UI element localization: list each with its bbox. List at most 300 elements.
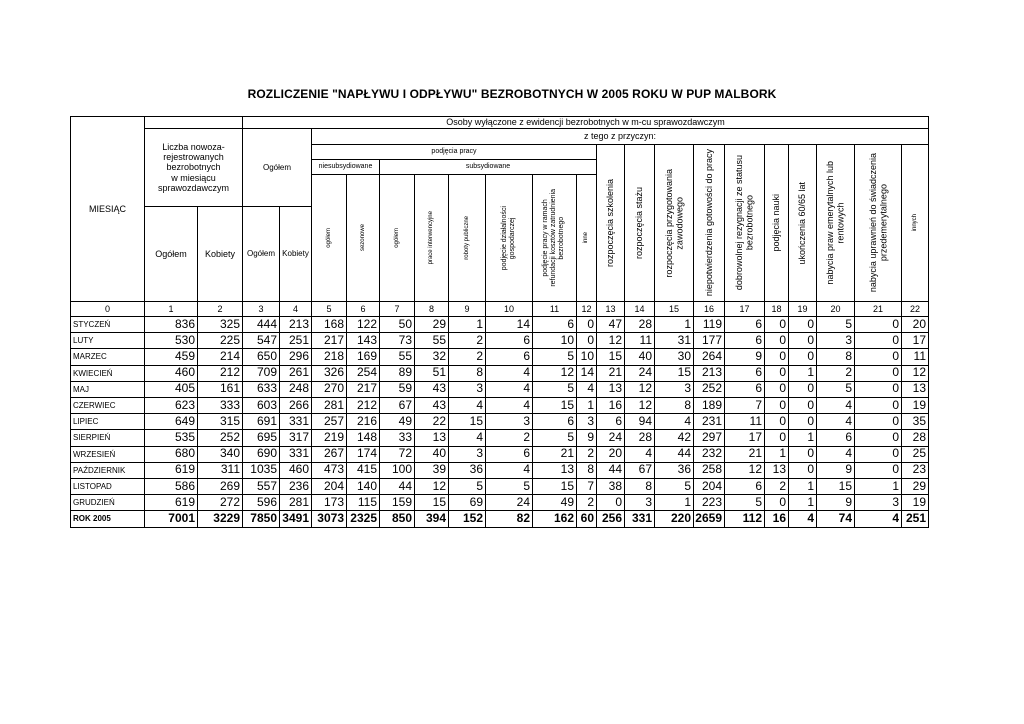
header-col-17-text: dobrowolnej rezygnacji ze statusu bezrobotnego — [734, 155, 755, 291]
header-col-7-text: ogółem — [393, 228, 400, 248]
table-row-cell-text: 252 — [701, 381, 722, 396]
table-row-cell-text: 1 — [807, 430, 814, 445]
table-row-cell — [485, 446, 533, 463]
table-row-cell — [901, 381, 929, 398]
header-col-20-text: nabycia praw emerytalnych lub rentowych — [825, 161, 846, 285]
table-row-cell-text: 15 — [677, 365, 691, 380]
table-row-cell — [242, 446, 280, 463]
table-row-cell — [654, 316, 694, 333]
table-row-cell — [854, 381, 902, 398]
header-col-19-text: ukończenia 60/65 lat — [797, 181, 808, 265]
total-row-cell-text: 4 — [892, 511, 899, 526]
table-row-cell-text: 6 — [523, 349, 530, 364]
table-row-cell-text: 3 — [476, 381, 483, 396]
table-row-cell — [576, 478, 597, 495]
table-row-cell — [724, 462, 765, 479]
table-row-cell — [901, 332, 929, 349]
table-row-cell — [414, 316, 449, 333]
table-row-month — [70, 413, 145, 430]
table-row-cell — [764, 462, 789, 479]
total-row-cell — [242, 510, 280, 527]
table-row-cell — [279, 316, 312, 333]
table-row-cell-text: 535 — [174, 430, 195, 445]
table-row-cell-text: 16 — [608, 397, 622, 412]
table-row-cell-text: 44 — [398, 478, 412, 493]
table-row-cell — [576, 462, 597, 479]
table-row-cell-text: 0 — [892, 462, 899, 477]
table-row-cell — [764, 348, 789, 365]
table-row-cell-text: 20 — [912, 316, 926, 331]
table-row-cell-text: 218 — [323, 349, 344, 364]
table-row-cell — [532, 446, 577, 463]
total-row-cell-text: 7850 — [250, 511, 277, 526]
table-row-cell — [197, 494, 243, 511]
table-row-cell-text: 3 — [892, 494, 899, 509]
table-row-cell-text: 5 — [567, 349, 574, 364]
table-row-cell — [448, 332, 486, 349]
table-row-cell-text: 115 — [357, 494, 377, 509]
table-row-cell-text: 0 — [807, 381, 814, 396]
header-z-tego-text: z tego z przyczyn: — [583, 131, 657, 142]
table-row-cell-text: 1 — [807, 365, 814, 380]
table-row-cell — [346, 429, 380, 446]
table-row-cell — [901, 316, 929, 333]
table-row-cell-text: 4 — [523, 462, 530, 477]
table-row-cell-text: 0 — [779, 316, 786, 331]
table-row-cell-text: 0 — [807, 446, 814, 461]
header-ogolem-group-text: Ogółem — [262, 162, 291, 172]
table-row-cell-text: 4 — [476, 430, 483, 445]
table-row-cell-text: 10 — [580, 349, 594, 364]
table-row-cell-text: 49 — [560, 494, 574, 509]
table-row-cell-text: 4 — [523, 381, 530, 396]
table-row-cell-text: 15 — [469, 413, 483, 428]
table-row-cell-text: 2 — [523, 430, 530, 445]
table-row-cell-text: 36 — [677, 462, 691, 477]
table-row-cell — [764, 494, 789, 511]
table-row-cell-text: 0 — [892, 381, 899, 396]
table-row-cell-text: 257 — [323, 413, 344, 428]
table-row-cell-text: 173 — [323, 494, 344, 509]
table-row-cell-text: 603 — [256, 397, 277, 412]
table-row-cell — [279, 446, 312, 463]
table-row-cell — [346, 478, 380, 495]
table-row-cell-text: 8 — [587, 462, 594, 477]
table-row-cell — [144, 494, 198, 511]
table-row-cell — [144, 429, 198, 446]
table-row-cell-text: 3 — [587, 413, 594, 428]
table-row-cell-text: 40 — [638, 349, 652, 364]
table-row-cell — [242, 348, 280, 365]
table-row-cell — [693, 365, 725, 382]
table-row-cell — [764, 478, 789, 495]
table-row-cell — [379, 446, 415, 463]
index-cell-5-text: 5 — [326, 303, 332, 314]
table-row-cell — [311, 381, 347, 398]
table-row-cell-text: 6 — [755, 332, 762, 347]
table-row-month-text: LUTY — [73, 336, 94, 346]
index-cell-0-text: 0 — [104, 303, 110, 314]
table-row-cell — [346, 462, 380, 479]
table-row-cell — [596, 381, 625, 398]
header-ogolem-kobiety-text: Kobiety — [282, 249, 309, 259]
header-col-8-text: prace interwencyjne — [428, 211, 435, 265]
table-row-cell — [596, 332, 625, 349]
header-col-11-text: podjęcie pracy w ramach refundacji kosztów zatrudnienia bezrobotnego — [542, 189, 566, 287]
table-row-cell-text: 29 — [432, 316, 446, 331]
table-row-cell-text: 4 — [523, 365, 530, 380]
table-row-cell-text: 9 — [755, 349, 762, 364]
table-row-cell — [379, 381, 415, 398]
table-row-cell-text: 174 — [356, 446, 377, 461]
table-row-month — [70, 397, 145, 414]
table-row-cell-text: 6 — [567, 316, 574, 331]
table-row-cell-text: 11 — [639, 332, 652, 347]
index-cell-21 — [854, 301, 902, 317]
index-cell-17-text: 17 — [739, 303, 750, 314]
table-row-cell-text: 12 — [432, 478, 446, 493]
table-row-cell — [854, 413, 902, 430]
table-row-cell-text: 0 — [779, 381, 786, 396]
table-row-cell-text: 8 — [476, 365, 483, 380]
table-row-cell-text: 14 — [580, 365, 594, 380]
table-row-cell — [901, 494, 929, 511]
table-row-month — [70, 316, 145, 333]
table-row-cell-text: 3 — [684, 381, 691, 396]
table-row-cell-text: 317 — [288, 430, 309, 445]
table-row-cell — [788, 348, 817, 365]
table-row-cell — [816, 397, 855, 414]
table-row-cell-text: 0 — [779, 349, 786, 364]
table-row-cell — [764, 381, 789, 398]
table-row-cell — [576, 332, 597, 349]
table-row-cell-text: 44 — [608, 462, 622, 477]
table-row-cell-text: 12 — [912, 365, 926, 380]
table-row-cell — [532, 462, 577, 479]
table-row-cell-text: 32 — [432, 349, 446, 364]
table-row-month-text: LIPIEC — [73, 417, 99, 427]
table-row-cell — [197, 446, 243, 463]
table-row-cell — [654, 462, 694, 479]
total-row-cell — [724, 510, 765, 527]
header-podjecia-text: podjęcia pracy — [431, 147, 477, 155]
index-cell-22-text: 22 — [909, 303, 920, 314]
table-row-cell — [242, 429, 280, 446]
table-row-cell — [346, 348, 380, 365]
header-col-13 — [596, 144, 625, 302]
table-row-cell — [379, 429, 415, 446]
table-row-cell-text: 169 — [356, 349, 377, 364]
table-row-cell-text: 619 — [174, 462, 195, 477]
table-row-cell — [346, 494, 380, 511]
table-row-cell — [654, 381, 694, 398]
table-row-cell-text: 6 — [615, 413, 622, 428]
table-row-cell-text: 28 — [638, 430, 652, 445]
table-row-cell — [279, 494, 312, 511]
table-row-cell-text: 13 — [608, 381, 622, 396]
index-cell-22 — [901, 301, 929, 317]
table-row-cell-text: 15 — [560, 397, 574, 412]
table-row-cell — [346, 381, 380, 398]
index-cell-15 — [654, 301, 694, 317]
table-row-cell-text: 13 — [560, 462, 574, 477]
table-row-cell — [764, 332, 789, 349]
table-row-cell-text: 204 — [701, 478, 722, 493]
table-row-cell-text: 6 — [755, 478, 762, 493]
index-cell-20-text: 20 — [830, 303, 841, 314]
table-row-cell — [624, 413, 655, 430]
total-row-cell — [901, 510, 929, 527]
table-row-cell-text: 24 — [608, 430, 622, 445]
table-row-cell — [624, 348, 655, 365]
table-row-cell-text: 212 — [219, 365, 240, 380]
table-row-cell-text: 2 — [845, 365, 852, 380]
table-row-cell-text: 23 — [912, 462, 926, 477]
header-liczba-ogolem-text: Ogółem — [155, 248, 187, 259]
table-row-cell-text: 12 — [748, 462, 762, 477]
table-row-cell — [448, 365, 486, 382]
table-row-cell — [414, 446, 449, 463]
table-row-cell-text: 28 — [638, 316, 652, 331]
header-niesub — [311, 159, 380, 175]
index-cell-5 — [311, 301, 347, 317]
table-row-cell — [379, 332, 415, 349]
table-row-cell-text: 311 — [220, 462, 240, 477]
table-row-cell — [724, 397, 765, 414]
table-row-cell-text: 7 — [755, 397, 762, 412]
table-row-cell-text: 72 — [398, 446, 412, 461]
table-row-cell-text: 405 — [174, 381, 195, 396]
table-row-cell — [144, 316, 198, 333]
table-row-cell-text: 0 — [779, 365, 786, 380]
table-row-cell-text: 326 — [323, 365, 344, 380]
header-z-tego — [311, 128, 929, 145]
table-row-cell-text: 8 — [645, 478, 652, 493]
header-liczba-kobiety — [197, 206, 243, 302]
table-row-cell — [532, 365, 577, 382]
table-row-cell — [596, 478, 625, 495]
table-row-cell — [816, 413, 855, 430]
table-row-cell — [901, 462, 929, 479]
table-row-cell-text: 2 — [476, 349, 483, 364]
table-row-cell-text: 89 — [398, 365, 412, 380]
table-row-cell — [346, 332, 380, 349]
table-row-cell — [144, 397, 198, 414]
total-row-cell-text: 331 — [631, 511, 652, 526]
table-row-cell — [197, 413, 243, 430]
table-row-cell-text: 0 — [779, 430, 786, 445]
table-row-cell-text: 213 — [288, 316, 309, 331]
table-row-cell-text: 6 — [523, 332, 530, 347]
table-row-cell — [624, 397, 655, 414]
header-ogolem-ogolem-text: Ogółem — [246, 249, 275, 259]
header-col-17 — [724, 144, 765, 302]
table-row-cell — [242, 413, 280, 430]
table-row-cell — [654, 332, 694, 349]
table-row-cell — [414, 397, 449, 414]
total-row-cell-text: 152 — [462, 511, 483, 526]
table-row-cell-text: 24 — [516, 494, 530, 509]
table-row-cell-text: 161 — [219, 381, 240, 396]
table-row-cell-text: 12 — [638, 397, 652, 412]
table-row-cell — [414, 494, 449, 511]
index-cell-7-text: 7 — [394, 303, 400, 314]
table-row-cell-text: 8 — [684, 397, 691, 412]
header-col-6 — [346, 174, 380, 302]
table-row-cell-text: 267 — [323, 446, 344, 461]
header-col-7 — [379, 174, 415, 302]
total-row-cell — [654, 510, 694, 527]
table-row-cell-text: 21 — [608, 365, 622, 380]
index-cell-1-text: 1 — [168, 303, 174, 314]
table-row-cell — [485, 332, 533, 349]
table-row-cell-text: 33 — [398, 430, 412, 445]
table-row-cell — [788, 397, 817, 414]
table-row-cell — [816, 348, 855, 365]
table-row-cell — [485, 494, 533, 511]
table-row-cell-text: 10 — [560, 332, 574, 347]
total-row-cell-text: 74 — [838, 511, 852, 526]
table-row-cell — [311, 365, 347, 382]
table-row-cell-text: 1 — [587, 397, 594, 412]
total-row-month-text: ROK 2005 — [73, 514, 111, 524]
table-row-cell-text: 6 — [755, 381, 762, 396]
header-col-22 — [901, 144, 929, 302]
table-row-cell — [279, 397, 312, 414]
table-row-month — [70, 348, 145, 365]
table-row-month-text: CZERWIEC — [73, 401, 116, 410]
table-row-cell — [242, 381, 280, 398]
table-row-cell — [816, 462, 855, 479]
table-row-cell — [724, 381, 765, 398]
table-row-cell — [764, 365, 789, 382]
header-col-9-text: roboty publiczne — [463, 216, 470, 260]
table-row-cell-text: 1035 — [250, 462, 277, 477]
table-row-cell — [311, 494, 347, 511]
table-row-cell-text: 5 — [476, 478, 483, 493]
total-row-cell-text: 251 — [905, 511, 926, 526]
index-cell-13 — [596, 301, 625, 317]
table-row-cell-text: 11 — [913, 349, 926, 364]
table-row-cell — [346, 316, 380, 333]
total-row-month — [70, 510, 145, 527]
index-cell-14-text: 14 — [634, 303, 645, 314]
table-row-cell-text: 623 — [174, 397, 195, 412]
table-row-cell — [414, 429, 449, 446]
table-row-cell — [788, 462, 817, 479]
table-row-cell — [242, 365, 280, 382]
total-row-cell — [764, 510, 789, 527]
table-row-cell — [311, 429, 347, 446]
total-row-cell-text: 3491 — [282, 511, 309, 526]
table-row-cell-text: 0 — [892, 397, 899, 412]
table-row-cell-text: 690 — [256, 446, 277, 461]
table-row-cell — [788, 381, 817, 398]
table-row-cell-text: 270 — [323, 381, 344, 396]
table-row-cell-text: 143 — [356, 332, 377, 347]
table-row-cell — [485, 381, 533, 398]
table-row-cell-text: 28 — [912, 430, 926, 445]
table-row-cell — [379, 348, 415, 365]
header-col-10-text: podjęcie działalności gospodarczej — [500, 205, 516, 271]
table-row-cell — [279, 429, 312, 446]
table-row-cell — [724, 332, 765, 349]
table-row-cell — [414, 365, 449, 382]
table-row-cell-text: 140 — [356, 478, 377, 493]
table-row-cell — [311, 478, 347, 495]
header-col-15 — [654, 144, 694, 302]
table-row-cell — [788, 478, 817, 495]
table-row-cell — [693, 413, 725, 430]
table-row-cell — [624, 494, 655, 511]
table-row-cell — [379, 413, 415, 430]
table-row-cell-text: 460 — [288, 462, 309, 477]
table-row-cell — [854, 397, 902, 414]
table-row-cell-text: 691 — [256, 413, 277, 428]
table-row-cell — [311, 413, 347, 430]
table-row-cell — [379, 462, 415, 479]
table-row-cell — [532, 381, 577, 398]
table-row-cell — [816, 429, 855, 446]
table-row-cell-text: 252 — [219, 430, 240, 445]
table-row-cell — [532, 413, 577, 430]
table-row-cell — [311, 446, 347, 463]
table-row-cell — [197, 397, 243, 414]
table-row-cell-text: 596 — [256, 494, 277, 509]
header-osoby-text: Osoby wyłączone z ewidencji bezrobotnych w m-cu sprawozdawczym — [446, 117, 725, 128]
total-row-cell — [485, 510, 533, 527]
table-row-cell-text: 168 — [323, 316, 344, 331]
table-row-cell — [724, 446, 765, 463]
total-row-cell-text: 394 — [425, 511, 446, 526]
table-row-cell-text: 586 — [174, 478, 195, 493]
table-row-cell-text: 0 — [892, 430, 899, 445]
table-row-month — [70, 365, 145, 382]
total-row-cell — [197, 510, 243, 527]
table-row-cell-text: 4 — [476, 397, 483, 412]
index-cell-3 — [242, 301, 280, 317]
table-row-cell — [346, 446, 380, 463]
table-row-cell-text: 4 — [845, 413, 852, 428]
table-row-cell-text: 4 — [845, 446, 852, 461]
table-row-cell — [816, 316, 855, 333]
index-cell-0 — [70, 301, 145, 317]
table-row-cell — [764, 413, 789, 430]
table-row-cell — [346, 397, 380, 414]
table-row-cell — [448, 397, 486, 414]
table-row-cell — [901, 478, 929, 495]
table-row-cell-text: 2 — [779, 478, 786, 493]
table-row-cell-text: 49 — [398, 413, 412, 428]
table-row-cell — [448, 478, 486, 495]
table-row-cell — [144, 365, 198, 382]
table-row-cell — [279, 348, 312, 365]
table-row-cell — [414, 348, 449, 365]
table-row-cell — [576, 429, 597, 446]
table-row-cell — [724, 429, 765, 446]
table-row-cell — [654, 478, 694, 495]
total-row-cell-text: 82 — [516, 511, 530, 526]
total-row-cell — [576, 510, 597, 527]
table-row-cell-text: 122 — [356, 316, 377, 331]
header-col-8 — [414, 174, 449, 302]
index-cell-4-text: 4 — [292, 303, 298, 314]
table-row-cell-text: 0 — [807, 462, 814, 477]
table-row-cell — [816, 494, 855, 511]
total-row-cell-text: 7001 — [168, 511, 195, 526]
header-liczba-kobiety-text: Kobiety — [204, 248, 236, 259]
table-row-cell — [654, 365, 694, 382]
